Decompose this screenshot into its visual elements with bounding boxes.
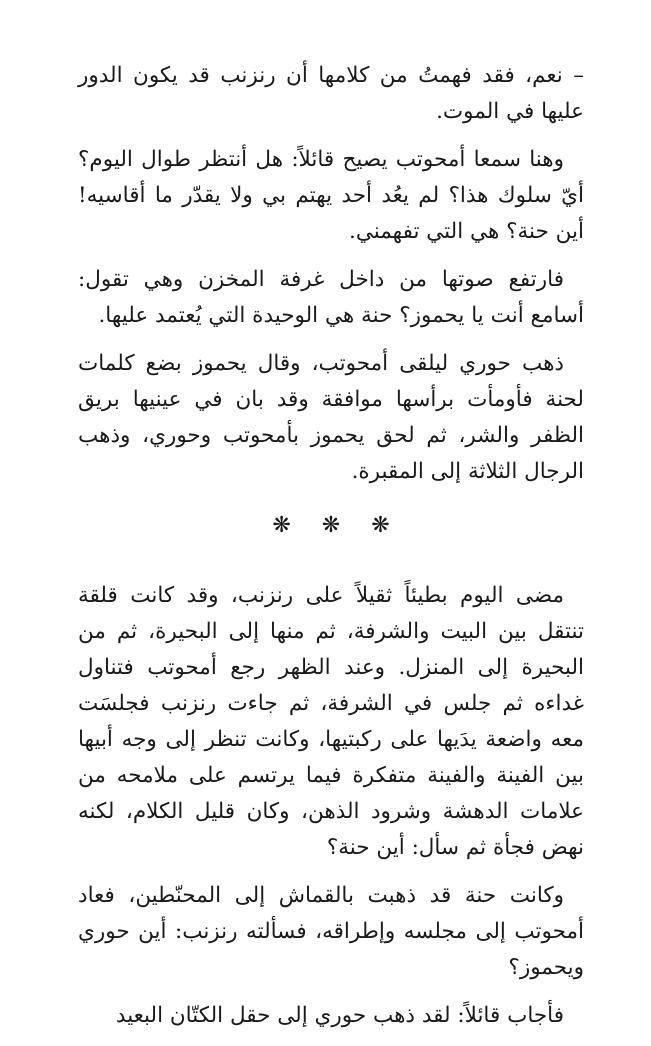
paragraph-5: مضى اليوم بطيئاً ثقيلاً على رنزنب، وقد كانت قلقة تنتقل بين البيت والشرفة، ثم منها إلى البحيرة، ثم من البحيرة إلى المنزل. وعند الظهر رجع أمحوتب فتناول غداءه ثم جلس في الشرفة، ثم جاءت رنزنب فجلسَت معه واضعة يدَيها على ركبتيها، وكانت تنظر إلى وجه أبيها بين الفينة والفينة متفكرة فيما يرتسم على ملامحه من علامات الدهشة وشرود الذهن، وكان قليل الكلام، لكنه نهض فجأة ثم سأل: أين حنة؟	[78, 583, 584, 860]
paragraph-7: فأجاب قائلاً: لقد ذهب حوري إلى حقل الكتّان البعيد	[115, 1003, 564, 1028]
section-separator	[78, 508, 584, 544]
paragraph-1: – نعم، فقد فهمتُ من كلامها أن رنزنب قد يكون الدور عليها في الموت.	[78, 63, 584, 124]
asterism-mark: ❋	[272, 513, 291, 538]
asterism-mark: ❋	[371, 513, 390, 538]
paragraph-6: وكانت حنة قد ذهبت بالقماش إلى المحنّطين، فعاد أمحوتب إلى مجلسه وإطراقه، فسألته رنزنب: أين حوري ويحموز؟	[78, 883, 584, 980]
paragraph-2: وهنا سمعا أمحوتب يصيح قائلاً: هل أنتظر طوال اليوم؟ أيّ سلوك هذا؟ لم يعُد أحد يهتم بي ولا يقدّر ما أقاسيه! أين حنة؟ هي التي تفهمني.	[78, 147, 584, 244]
paragraph-3: فارتفع صوتها من داخل غرفة المخزن وهي تقول: أسامع أنت يا يحموز؟ حنة هي الوحيدة التي يُعتمد عليها.	[78, 267, 584, 328]
book-page	[78, 58, 584, 1046]
paragraph-4: ذهب حوري ليلقى أمحوتب، وقال يحموز بضع كلمات لحنة فأومأت برأسها موافقة وقد بان في عينيها بريق الظفر والشر، ثم لحق يحموز بأمحوتب وحوري، وذهب الرجال الثلاثة إلى المقبرة.	[78, 351, 584, 484]
asterism-mark: ❋	[321, 513, 341, 538]
